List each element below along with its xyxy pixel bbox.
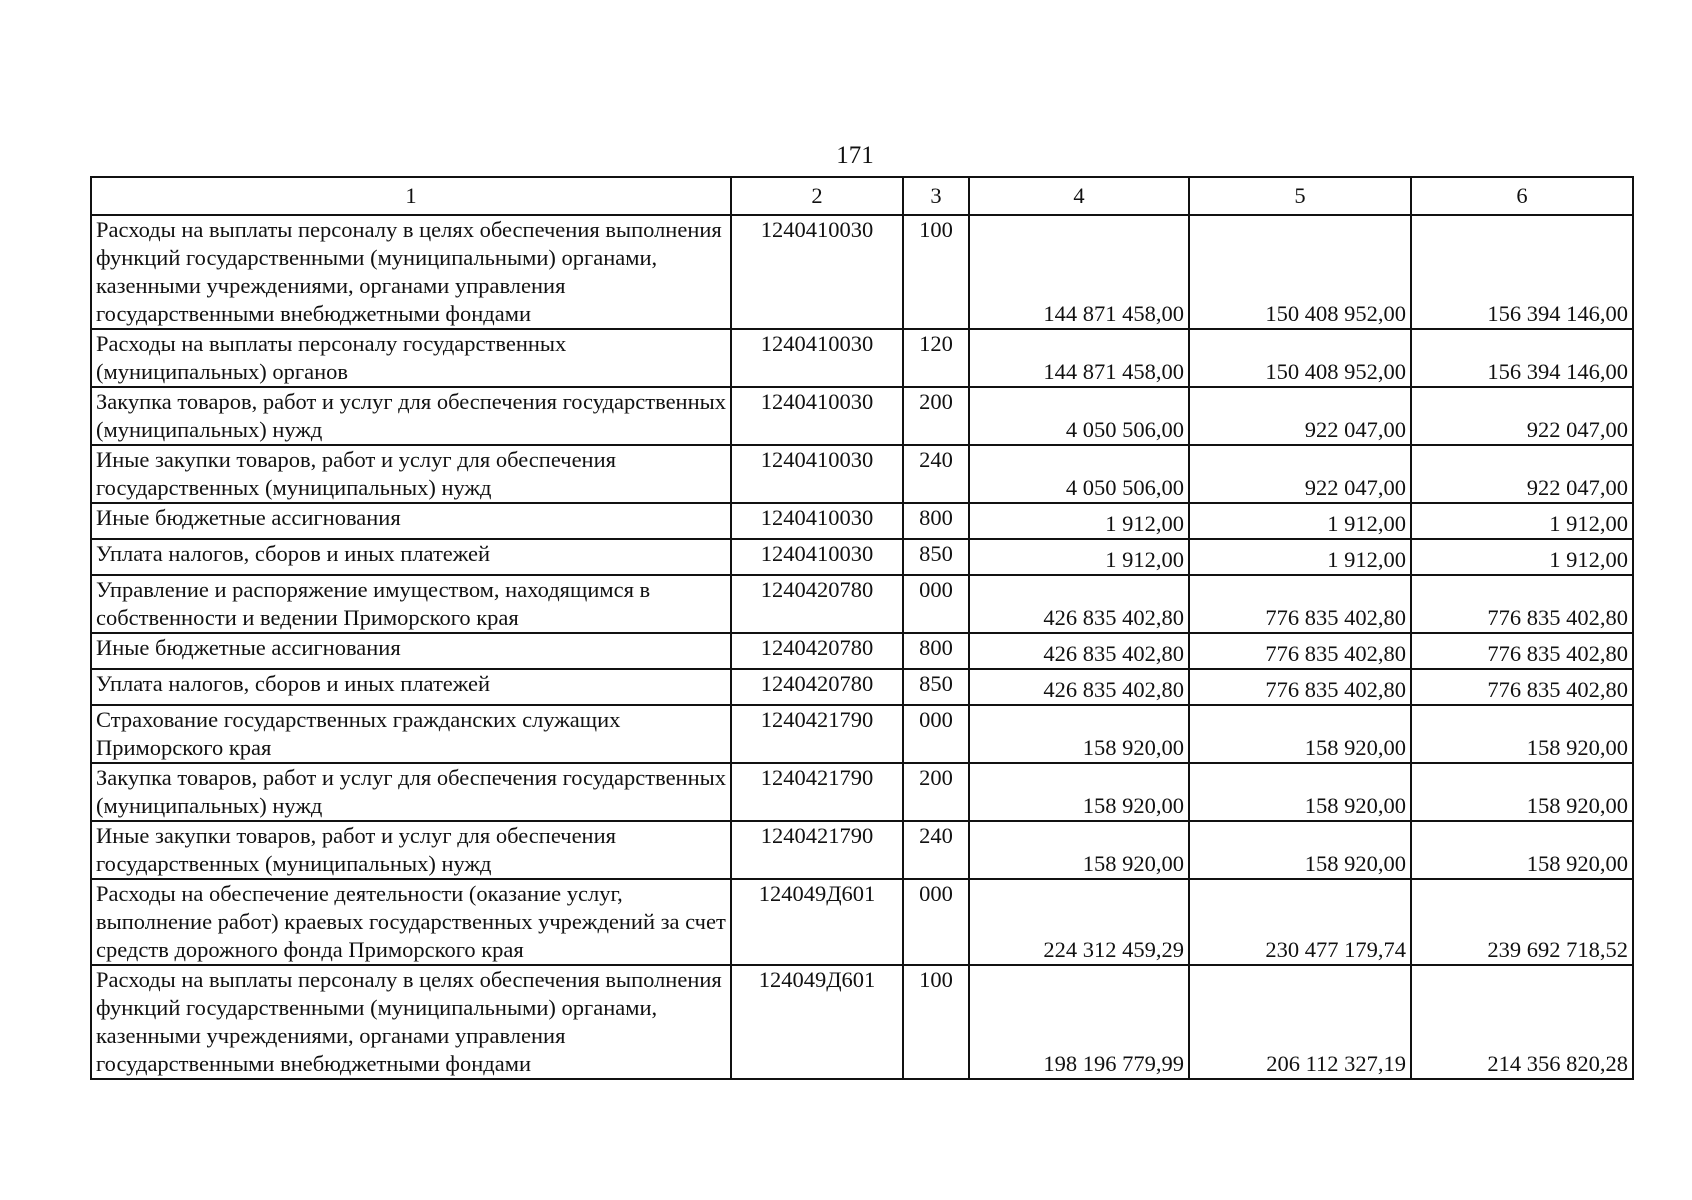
row-amount-col4: 144 871 458,00 <box>969 329 1189 387</box>
row-amount-col6: 776 835 402,80 <box>1411 575 1633 633</box>
table-row <box>91 215 1633 329</box>
row-amount-col6: 239 692 718,52 <box>1411 879 1633 965</box>
column-header: 4 <box>969 177 1189 215</box>
row-amount-col5: 776 835 402,80 <box>1189 575 1411 633</box>
row-amount-col4: 4 050 506,00 <box>969 387 1189 445</box>
row-name: Расходы на выплаты персоналу в целях обеспечения выполнения функций государственными (муниципальными) органами, казенными учреждениями, органами управления государственными внебюджетными фондами <box>91 965 731 1079</box>
table-row <box>91 633 1633 669</box>
table-row <box>91 879 1633 965</box>
row-code: 1240410030 <box>731 445 903 503</box>
column-header: 6 <box>1411 177 1633 215</box>
row-code: 1240420780 <box>731 633 903 669</box>
table-row <box>91 329 1633 387</box>
row-name: Закупка товаров, работ и услуг для обеспечения государственных (муниципальных) нужд <box>91 763 731 821</box>
row-name: Уплата налогов, сборов и иных платежей <box>91 669 731 705</box>
row-amount-col6: 922 047,00 <box>1411 387 1633 445</box>
row-amount-col6: 156 394 146,00 <box>1411 215 1633 329</box>
table-header-row <box>91 177 1633 215</box>
row-amount-col4: 144 871 458,00 <box>969 215 1189 329</box>
table-row <box>91 445 1633 503</box>
row-amount-col5: 776 835 402,80 <box>1189 669 1411 705</box>
row-amount-col5: 776 835 402,80 <box>1189 633 1411 669</box>
budget-table <box>90 176 1634 1080</box>
row-type: 000 <box>903 575 969 633</box>
row-code: 124049Д601 <box>731 879 903 965</box>
row-code: 1240410030 <box>731 539 903 575</box>
row-amount-col5: 158 920,00 <box>1189 821 1411 879</box>
row-amount-col5: 158 920,00 <box>1189 705 1411 763</box>
row-amount-col5: 922 047,00 <box>1189 445 1411 503</box>
row-type: 100 <box>903 965 969 1079</box>
row-name: Страхование государственных гражданских служащих Приморского края <box>91 705 731 763</box>
row-type: 200 <box>903 387 969 445</box>
row-type: 000 <box>903 879 969 965</box>
row-amount-col6: 922 047,00 <box>1411 445 1633 503</box>
row-code: 1240410030 <box>731 503 903 539</box>
row-name: Уплата налогов, сборов и иных платежей <box>91 539 731 575</box>
table-row <box>91 763 1633 821</box>
row-amount-col4: 4 050 506,00 <box>969 445 1189 503</box>
table-row <box>91 575 1633 633</box>
row-amount-col4: 158 920,00 <box>969 821 1189 879</box>
row-type: 800 <box>903 633 969 669</box>
table-row <box>91 539 1633 575</box>
row-code: 1240410030 <box>731 387 903 445</box>
row-amount-col5: 150 408 952,00 <box>1189 215 1411 329</box>
row-amount-col4: 1 912,00 <box>969 503 1189 539</box>
column-header: 3 <box>903 177 969 215</box>
row-amount-col5: 1 912,00 <box>1189 539 1411 575</box>
row-amount-col4: 426 835 402,80 <box>969 669 1189 705</box>
row-amount-col5: 206 112 327,19 <box>1189 965 1411 1079</box>
row-name: Иные бюджетные ассигнования <box>91 633 731 669</box>
row-name: Расходы на обеспечение деятельности (оказание услуг, выполнение работ) краевых государственных учреждений за счет средств дорожного фонда Приморского края <box>91 879 731 965</box>
row-name: Иные закупки товаров, работ и услуг для обеспечения государственных (муниципальных) нужд <box>91 821 731 879</box>
page-number: 171 <box>836 142 874 169</box>
table-row <box>91 669 1633 705</box>
row-type: 800 <box>903 503 969 539</box>
row-code: 1240420780 <box>731 575 903 633</box>
row-type: 850 <box>903 539 969 575</box>
column-header: 1 <box>91 177 731 215</box>
row-code: 1240421790 <box>731 705 903 763</box>
row-type: 240 <box>903 445 969 503</box>
table-row <box>91 387 1633 445</box>
row-type: 200 <box>903 763 969 821</box>
table-body <box>91 215 1633 1079</box>
row-amount-col4: 224 312 459,29 <box>969 879 1189 965</box>
row-name: Закупка товаров, работ и услуг для обеспечения государственных (муниципальных) нужд <box>91 387 731 445</box>
row-name: Иные закупки товаров, работ и услуг для обеспечения государственных (муниципальных) нужд <box>91 445 731 503</box>
row-amount-col5: 230 477 179,74 <box>1189 879 1411 965</box>
row-amount-col6: 214 356 820,28 <box>1411 965 1633 1079</box>
row-type: 120 <box>903 329 969 387</box>
column-header: 5 <box>1189 177 1411 215</box>
table-row <box>91 965 1633 1079</box>
row-name: Иные бюджетные ассигнования <box>91 503 731 539</box>
row-type: 850 <box>903 669 969 705</box>
row-amount-col4: 1 912,00 <box>969 539 1189 575</box>
row-amount-col6: 158 920,00 <box>1411 705 1633 763</box>
row-code: 1240410030 <box>731 215 903 329</box>
row-code: 1240421790 <box>731 821 903 879</box>
row-code: 1240420780 <box>731 669 903 705</box>
row-type: 240 <box>903 821 969 879</box>
row-amount-col6: 156 394 146,00 <box>1411 329 1633 387</box>
row-name: Расходы на выплаты персоналу в целях обеспечения выполнения функций государственными (муниципальными) органами, казенными учреждениями, органами управления государственными внебюджетными фондами <box>91 215 731 329</box>
row-amount-col6: 1 912,00 <box>1411 539 1633 575</box>
table-row <box>91 503 1633 539</box>
row-amount-col6: 776 835 402,80 <box>1411 669 1633 705</box>
row-amount-col4: 158 920,00 <box>969 763 1189 821</box>
row-amount-col4: 158 920,00 <box>969 705 1189 763</box>
row-amount-col4: 198 196 779,99 <box>969 965 1189 1079</box>
column-header: 2 <box>731 177 903 215</box>
row-amount-col6: 158 920,00 <box>1411 763 1633 821</box>
row-amount-col5: 150 408 952,00 <box>1189 329 1411 387</box>
row-amount-col6: 776 835 402,80 <box>1411 633 1633 669</box>
row-amount-col5: 1 912,00 <box>1189 503 1411 539</box>
row-code: 1240410030 <box>731 329 903 387</box>
row-amount-col6: 158 920,00 <box>1411 821 1633 879</box>
row-amount-col4: 426 835 402,80 <box>969 633 1189 669</box>
row-name: Управление и распоряжение имуществом, находящимся в собственности и ведении Приморского края <box>91 575 731 633</box>
row-amount-col4: 426 835 402,80 <box>969 575 1189 633</box>
row-amount-col5: 922 047,00 <box>1189 387 1411 445</box>
row-type: 100 <box>903 215 969 329</box>
row-amount-col5: 158 920,00 <box>1189 763 1411 821</box>
table-row <box>91 705 1633 763</box>
row-type: 000 <box>903 705 969 763</box>
row-amount-col6: 1 912,00 <box>1411 503 1633 539</box>
row-code: 124049Д601 <box>731 965 903 1079</box>
row-code: 1240421790 <box>731 763 903 821</box>
table-row <box>91 821 1633 879</box>
row-name: Расходы на выплаты персоналу государственных (муниципальных) органов <box>91 329 731 387</box>
